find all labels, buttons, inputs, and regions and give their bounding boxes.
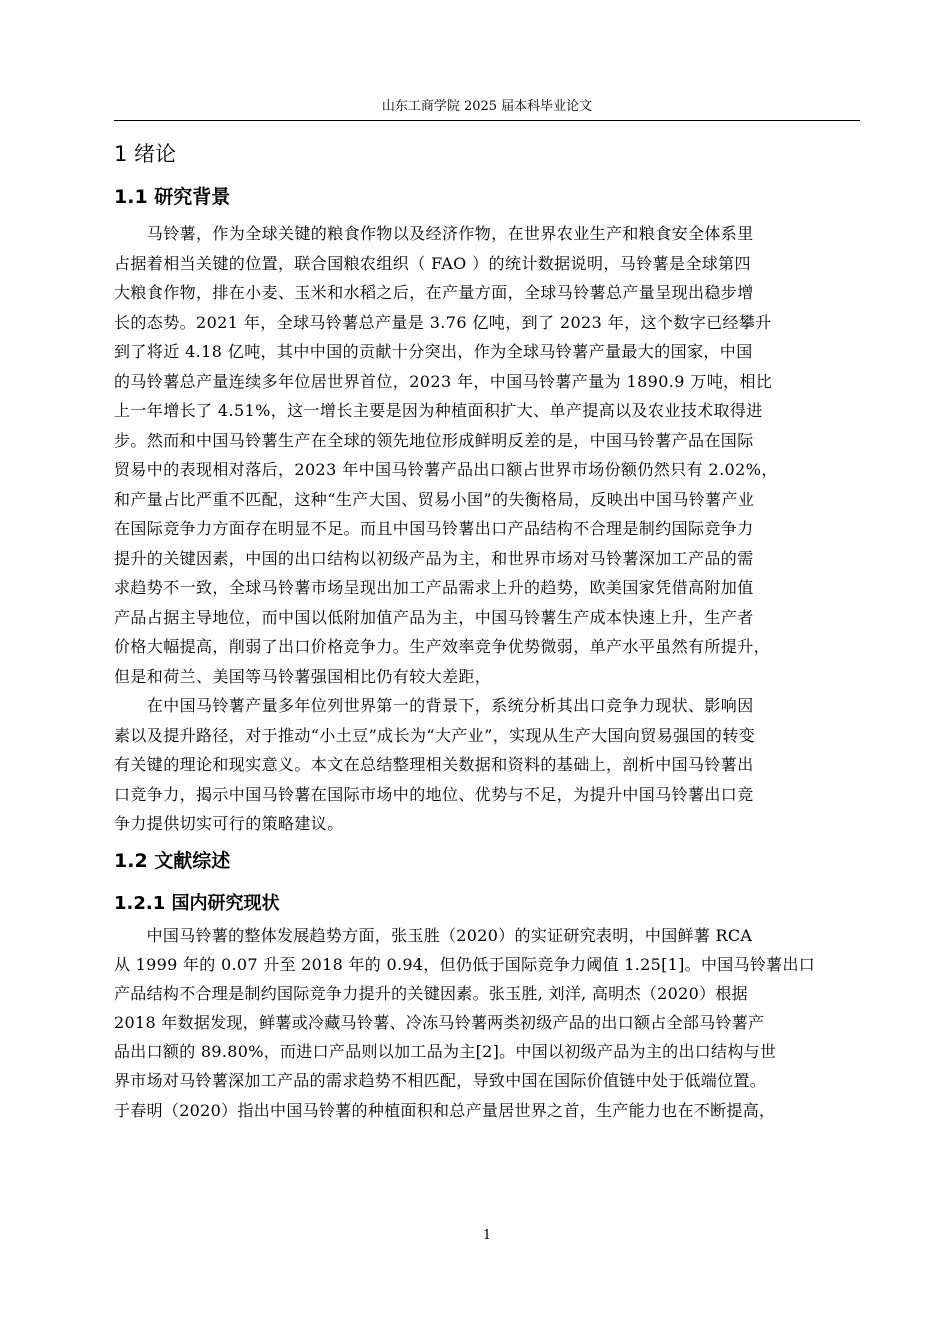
text-line: 素以及提升路径，对于推动“小土豆”成长为“大产业”，实现从生产大国向贸易强国的转变	[114, 725, 756, 745]
text-line: 的马铃薯总产量连续多年位居世界首位，2023 年，中国马铃薯产量为 1890.9 万吨，相比	[114, 371, 773, 391]
text-line: 在中国马铃薯产量多年位列世界第一的背景下，系统分析其出口竞争力现状、影响因	[114, 696, 754, 715]
text-line: 长的态势。2021 年，全球马铃薯总产量是 3.76 亿吨，到了 2023 年，这个数字已经攀升	[114, 312, 772, 332]
text-line: 大粮食作物，排在小麦、玉米和水稻之后，在产量方面，全球马铃薯总产量呈现出稳步增	[114, 283, 754, 302]
text-line: 和产量占比严重不匹配，这种“生产大国、贸易小国”的失衡格局，反映出中国马铃薯产业	[114, 489, 755, 509]
page-body	[114, 136, 860, 1125]
section-heading-literature-review: 1.2 文献综述	[114, 849, 231, 872]
text-line: 于春明（2020）指出中国马铃薯的种植面积和总产量居世界之首，生产能力也在不断提高，	[114, 1100, 776, 1120]
text-line: 求趋势不一致，全球马铃薯市场呈现出加工产品需求上升的趋势，欧美国家凭借高附加值	[114, 578, 754, 597]
header-divider	[114, 120, 860, 121]
section-heading-research-background: 1.1 研究背景	[114, 186, 231, 208]
chapter-heading: 1 绪论	[114, 142, 177, 166]
text-line: 争力提供切实可行的策略建议。	[114, 814, 344, 833]
text-line: 马铃薯，作为全球关键的粮食作物以及经济作物，在世界农业生产和粮食安全体系里	[114, 224, 754, 243]
text-line: 到了将近 4.18 亿吨，其中中国的贡献十分突出，作为全球马铃薯产量最大的国家，中国	[114, 342, 753, 361]
text-line: 2018 年数据发现，鲜薯或冷藏马铃薯、冷冻马铃薯两类初级产品的出口额占全部马铃薯产	[114, 1013, 765, 1033]
paragraph-background	[114, 219, 860, 691]
text-line: 界市场对马铃薯深加工产品的需求趋势不相匹配，导致中国在国际价值链中处于低端位置。	[114, 1071, 767, 1091]
text-line: 但是和荷兰、美国等马铃薯强国相比仍有较大差距，	[114, 666, 492, 686]
subsection-heading-domestic-research: 1.2.1 国内研究现状	[114, 892, 280, 914]
text-line: 在国际竞争力方面存在明显不足。而且中国马铃薯出口产品结构不合理是制约国际竞争力	[114, 519, 754, 538]
text-line: 品出口额的 89.80%，而进口产品则以加工品为主[2]。中国以初级产品为主的出口结构与世	[114, 1042, 777, 1062]
paragraph-domestic-research	[114, 921, 860, 1125]
text-line: 产品占据主导地位，而中国以低附加值产品为主，中国马铃薯生产成本快速上升，生产者	[114, 607, 754, 627]
text-line: 上一年增长了 4.51%，这一增长主要是因为种植面积扩大、单产提高以及农业技术取得进	[114, 401, 763, 420]
text-line: 有关键的理论和现实意义。本文在总结整理相关数据和资料的基础上，剖析中国马铃薯出	[114, 755, 754, 774]
text-line: 步。然而和中国马铃薯生产在全球的领先地位形成鲜明反差的是，中国马铃薯产品在国际	[114, 430, 754, 450]
text-line: 中国马铃薯的整体发展趋势方面，张玉胜（2020）的实证研究表明，中国鲜薯 RCA	[114, 925, 753, 945]
page-number: 1	[482, 1228, 492, 1243]
text-line: 口竞争力，揭示中国马铃薯在国际市场中的地位、优势与不足，为提升中国马铃薯出口竞	[114, 784, 754, 804]
text-line: 提升的关键因素，中国的出口结构以初级产品为主，和世界市场对马铃薯深加工产品的需	[114, 548, 754, 568]
paragraph-significance	[114, 691, 860, 839]
running-header: 山东工商学院 2025 届本科毕业论文	[381, 99, 593, 114]
text-line: 价格大幅提高，削弱了出口价格竞争力。生产效率竞争优势微弱，单产水平虽然有所提升，	[114, 637, 771, 656]
text-line: 贸易中的表现相对落后，2023 年中国马铃薯产品出口额占世界市场份额仍然只有 2.02%，	[114, 460, 778, 479]
text-line: 占据着相当关键的位置，联合国粮农组织（ FAO ）的统计数据说明，马铃薯是全球第四	[114, 253, 751, 273]
text-line: 从 1999 年的 0.07 升至 2018 年的 0.94，但仍低于国际竞争力阈值 1.25[1]。中国马铃薯出口	[114, 954, 816, 974]
text-line: 产品结构不合理是制约国际竞争力提升的关键因素。张玉胜, 刘洋, 高明杰（2020）根据	[114, 983, 748, 1003]
